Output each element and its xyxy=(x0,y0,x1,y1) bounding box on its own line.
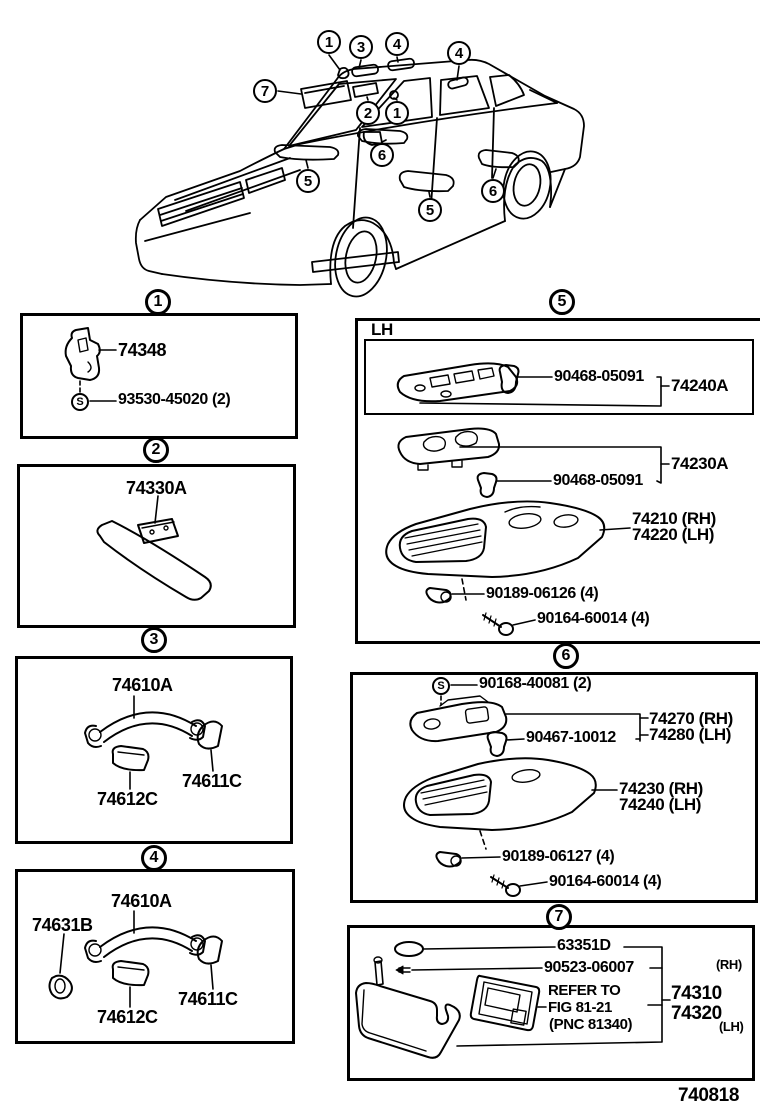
part-number-74230-RH: 74230 (RH) xyxy=(619,779,703,798)
part-number-74631B: 74631B xyxy=(32,915,93,935)
box-callout-3: 3 xyxy=(141,627,167,653)
part-number-90523-06007: 90523-06007 xyxy=(544,959,634,976)
figure-number: 740818 xyxy=(678,1085,740,1106)
part-number-74348: 74348 xyxy=(118,340,167,360)
grille xyxy=(158,182,244,226)
callout-4: 4 xyxy=(385,32,409,56)
part-number-74320: 74320 xyxy=(671,1003,722,1024)
part-number-74612C: 74612C xyxy=(97,789,158,809)
refer-note-line2: FIG 81-21 xyxy=(548,999,612,1016)
box-callout-1: 1 xyxy=(145,289,171,315)
part-number-74610A: 74610A xyxy=(111,891,172,911)
part-number-90468-05091: 90468-05091 xyxy=(553,472,643,489)
part-number-90468-05091: 90468-05091 xyxy=(554,368,644,385)
visor-mini-2 xyxy=(353,83,378,97)
part-number-90189-06127: 90189-06127 (4) xyxy=(502,848,615,865)
side-label-RH: (RH) xyxy=(716,957,742,972)
box-callout-2: 2 xyxy=(143,437,169,463)
part-number-74230A: 74230A xyxy=(671,454,729,473)
side-label-LH: LH xyxy=(371,320,393,339)
refer-note-line3: (PNC 81340) xyxy=(549,1016,633,1033)
callout-1: 1 xyxy=(317,30,341,54)
part-number-74280-LH: 74280 (LH) xyxy=(649,725,731,744)
part-number-93530-45020: 93530-45020 (2) xyxy=(118,391,231,408)
part-number-90168-40081: 90168-40081 (2) xyxy=(479,675,592,692)
box-callout-6: 6 xyxy=(553,643,579,669)
grip-mini xyxy=(352,64,379,77)
box-1 xyxy=(20,313,298,439)
part-number-74240-LH: 74240 (LH) xyxy=(619,795,701,814)
part-number-74330A: 74330A xyxy=(126,478,187,498)
callout-5: 5 xyxy=(418,198,442,222)
part-number-74611C: 74611C xyxy=(178,989,238,1009)
part-number-90164-60014: 90164-60014 (4) xyxy=(549,873,662,890)
part-number-74610A: 74610A xyxy=(112,675,173,695)
callout-5: 5 xyxy=(296,169,320,193)
part-number-74270-RH: 74270 (RH) xyxy=(649,709,733,728)
armrest-mini xyxy=(400,171,454,191)
part-number-74240A: 74240A xyxy=(671,376,729,395)
callout-7: 7 xyxy=(253,79,277,103)
box-callout-4: 4 xyxy=(141,845,167,871)
part-number-90164-60014: 90164-60014 (4) xyxy=(537,610,650,627)
part-number-90467-10012: 90467-10012 xyxy=(526,729,616,746)
s-mark: S xyxy=(432,677,450,695)
part-number-74612C: 74612C xyxy=(97,1007,158,1027)
box-callout-5: 5 xyxy=(549,289,575,315)
part-number-74310: 74310 xyxy=(671,983,722,1004)
callout-3: 3 xyxy=(349,35,373,59)
part-number-74220-LH: 74220 (LH) xyxy=(632,525,714,544)
s-mark: S xyxy=(71,393,89,411)
callout-1: 1 xyxy=(385,101,409,125)
refer-note-line1: REFER TO xyxy=(548,982,621,999)
callout-6: 6 xyxy=(370,143,394,167)
box-callout-7: 7 xyxy=(546,904,572,930)
callout-4: 4 xyxy=(447,41,471,65)
part-number-90189-06126: 90189-06126 (4) xyxy=(486,585,599,602)
car-illustration xyxy=(136,55,584,301)
part-number-74210-RH: 74210 (RH) xyxy=(632,509,716,528)
callout-6: 6 xyxy=(481,179,505,203)
armrest-mini xyxy=(275,145,339,160)
side-label-LH: (LH) xyxy=(719,1019,744,1034)
part-number-63351D: 63351D xyxy=(557,937,611,954)
callout-2: 2 xyxy=(356,101,380,125)
part-number-74611C: 74611C xyxy=(182,771,242,791)
armrest-mini xyxy=(479,150,519,167)
